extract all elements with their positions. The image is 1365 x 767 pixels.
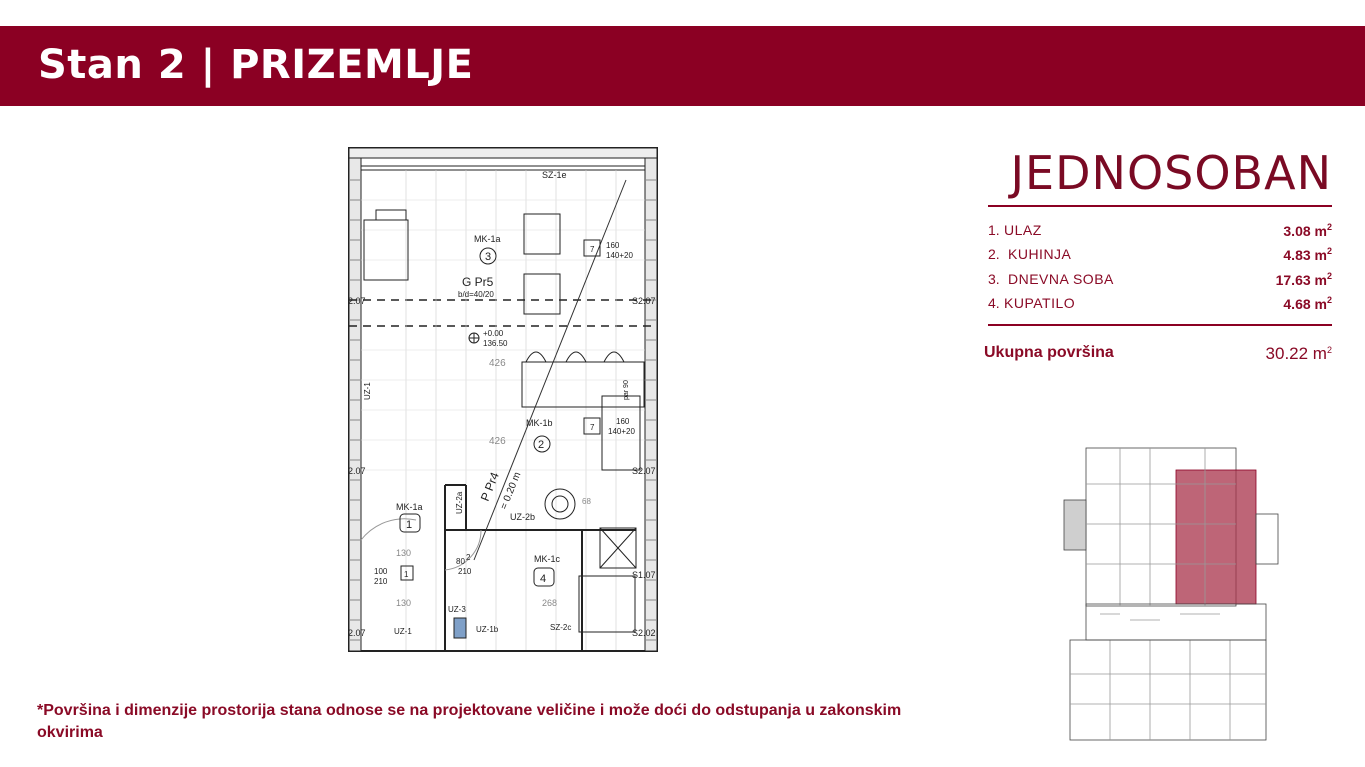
label-s107: S1.07 [632, 570, 656, 580]
label-uz1-vertical: UZ-1 [363, 382, 372, 400]
apartment-type: JEDNOSOBAN [1010, 146, 1332, 200]
label-uz2b: UZ-2b [510, 512, 536, 522]
divider-top [988, 205, 1332, 207]
building-overview-map [1060, 444, 1282, 742]
room-name: KUHINJA [1008, 246, 1072, 262]
label-426a: 426 [489, 358, 506, 369]
label-uz1: UZ-1 [394, 627, 412, 636]
total-area-label: Ukupna površina [984, 344, 1114, 361]
label-130b: 130 [396, 598, 412, 608]
room-area: 4.83 $m^2$ [1283, 246, 1332, 263]
label-207-right: S2.07 [632, 296, 656, 306]
room-number: 2. [988, 246, 1000, 262]
label-slope: = 0.20 m [498, 470, 524, 512]
label-mk1b: MK-1b [526, 418, 553, 428]
disclaimer-note: *Površina i dimenzije prostorija stana odnose se na projektovane veličine i može doći do odstupanja u zakonskim okvirima [37, 702, 902, 741]
page-title: Stan 2 | PRIZEMLJE [38, 42, 474, 88]
floor-plan [346, 140, 662, 655]
label-140-20b: 140+20 [608, 427, 635, 436]
label-210a: 210 [458, 567, 472, 576]
room-name: DNEVNA SOBA [1008, 271, 1114, 287]
label-gpr5: G Pr5 [462, 275, 494, 289]
label-100: 100 [374, 567, 388, 576]
label-140-20a: 140+20 [606, 251, 633, 260]
label-426b: 426 [489, 436, 506, 447]
room-area: 4.68 $m^2$ [1283, 295, 1332, 312]
total-area-value: 30.22 $m^2$ [1265, 344, 1332, 363]
label-207-left2: 2.07 [348, 466, 366, 476]
label-uz3: UZ-3 [448, 605, 466, 614]
label-uz1b: UZ-1b [476, 625, 499, 634]
label-68: 68 [582, 497, 591, 506]
label-mk1a: MK-1a [396, 502, 423, 512]
room-1-marker: 1 [406, 519, 413, 531]
label-sz2c: SZ-2c [550, 623, 572, 632]
room-number: 1. [988, 222, 1000, 238]
divider-bottom [988, 324, 1332, 326]
room-name: KUPATILO [1004, 295, 1076, 311]
label-160b: 160 [616, 417, 630, 426]
label-160a: 160 [606, 241, 620, 250]
header-bar [0, 26, 1365, 106]
label-room2b: 2 [466, 553, 471, 562]
room-4-marker: 4 [540, 573, 547, 585]
label-level2: 136.50 [483, 339, 508, 348]
label-207-bottom: 2.07 [348, 628, 366, 638]
total-area-row [984, 344, 1332, 366]
room-area: 3.08 $m^2$ [1283, 222, 1332, 239]
label-7b: 7 [590, 423, 595, 432]
room-name: ULAZ [1004, 222, 1042, 238]
room-3-marker: 3 [485, 251, 492, 263]
room-row-2 [988, 246, 1332, 266]
label-1-small: 1 [404, 570, 409, 579]
label-80: 80 [456, 557, 465, 566]
label-7a: 7 [590, 245, 595, 254]
label-130a: 130 [396, 548, 412, 558]
label-207-right2: S2.07 [632, 466, 656, 476]
room-number: 4. [988, 295, 1000, 311]
label-par90: par 90 [623, 380, 630, 400]
room-2-marker: 2 [538, 439, 545, 451]
label-268: 268 [542, 598, 558, 608]
room-number: 3. [988, 271, 1000, 287]
label-s202: S2.02 [632, 628, 656, 638]
room-row-4 [988, 295, 1332, 315]
label-207-left: 2.07 [348, 296, 366, 306]
room-row-3 [988, 271, 1332, 291]
room-area: 17.63 $m^2$ [1275, 271, 1332, 288]
label-210b: 210 [374, 577, 388, 586]
label-mk1c: MK-1c [534, 554, 561, 564]
room-row-1 [988, 222, 1332, 242]
label-sz1e: SZ-1e [542, 170, 567, 180]
label-level: +0.00 [483, 329, 504, 338]
label-bd: b/d=40/20 [458, 290, 494, 299]
label-ppr4: P Pr4 [477, 470, 502, 504]
label-uz2a: UZ-2a [455, 491, 464, 514]
label-mk1a-top: MK-1a [474, 234, 501, 244]
